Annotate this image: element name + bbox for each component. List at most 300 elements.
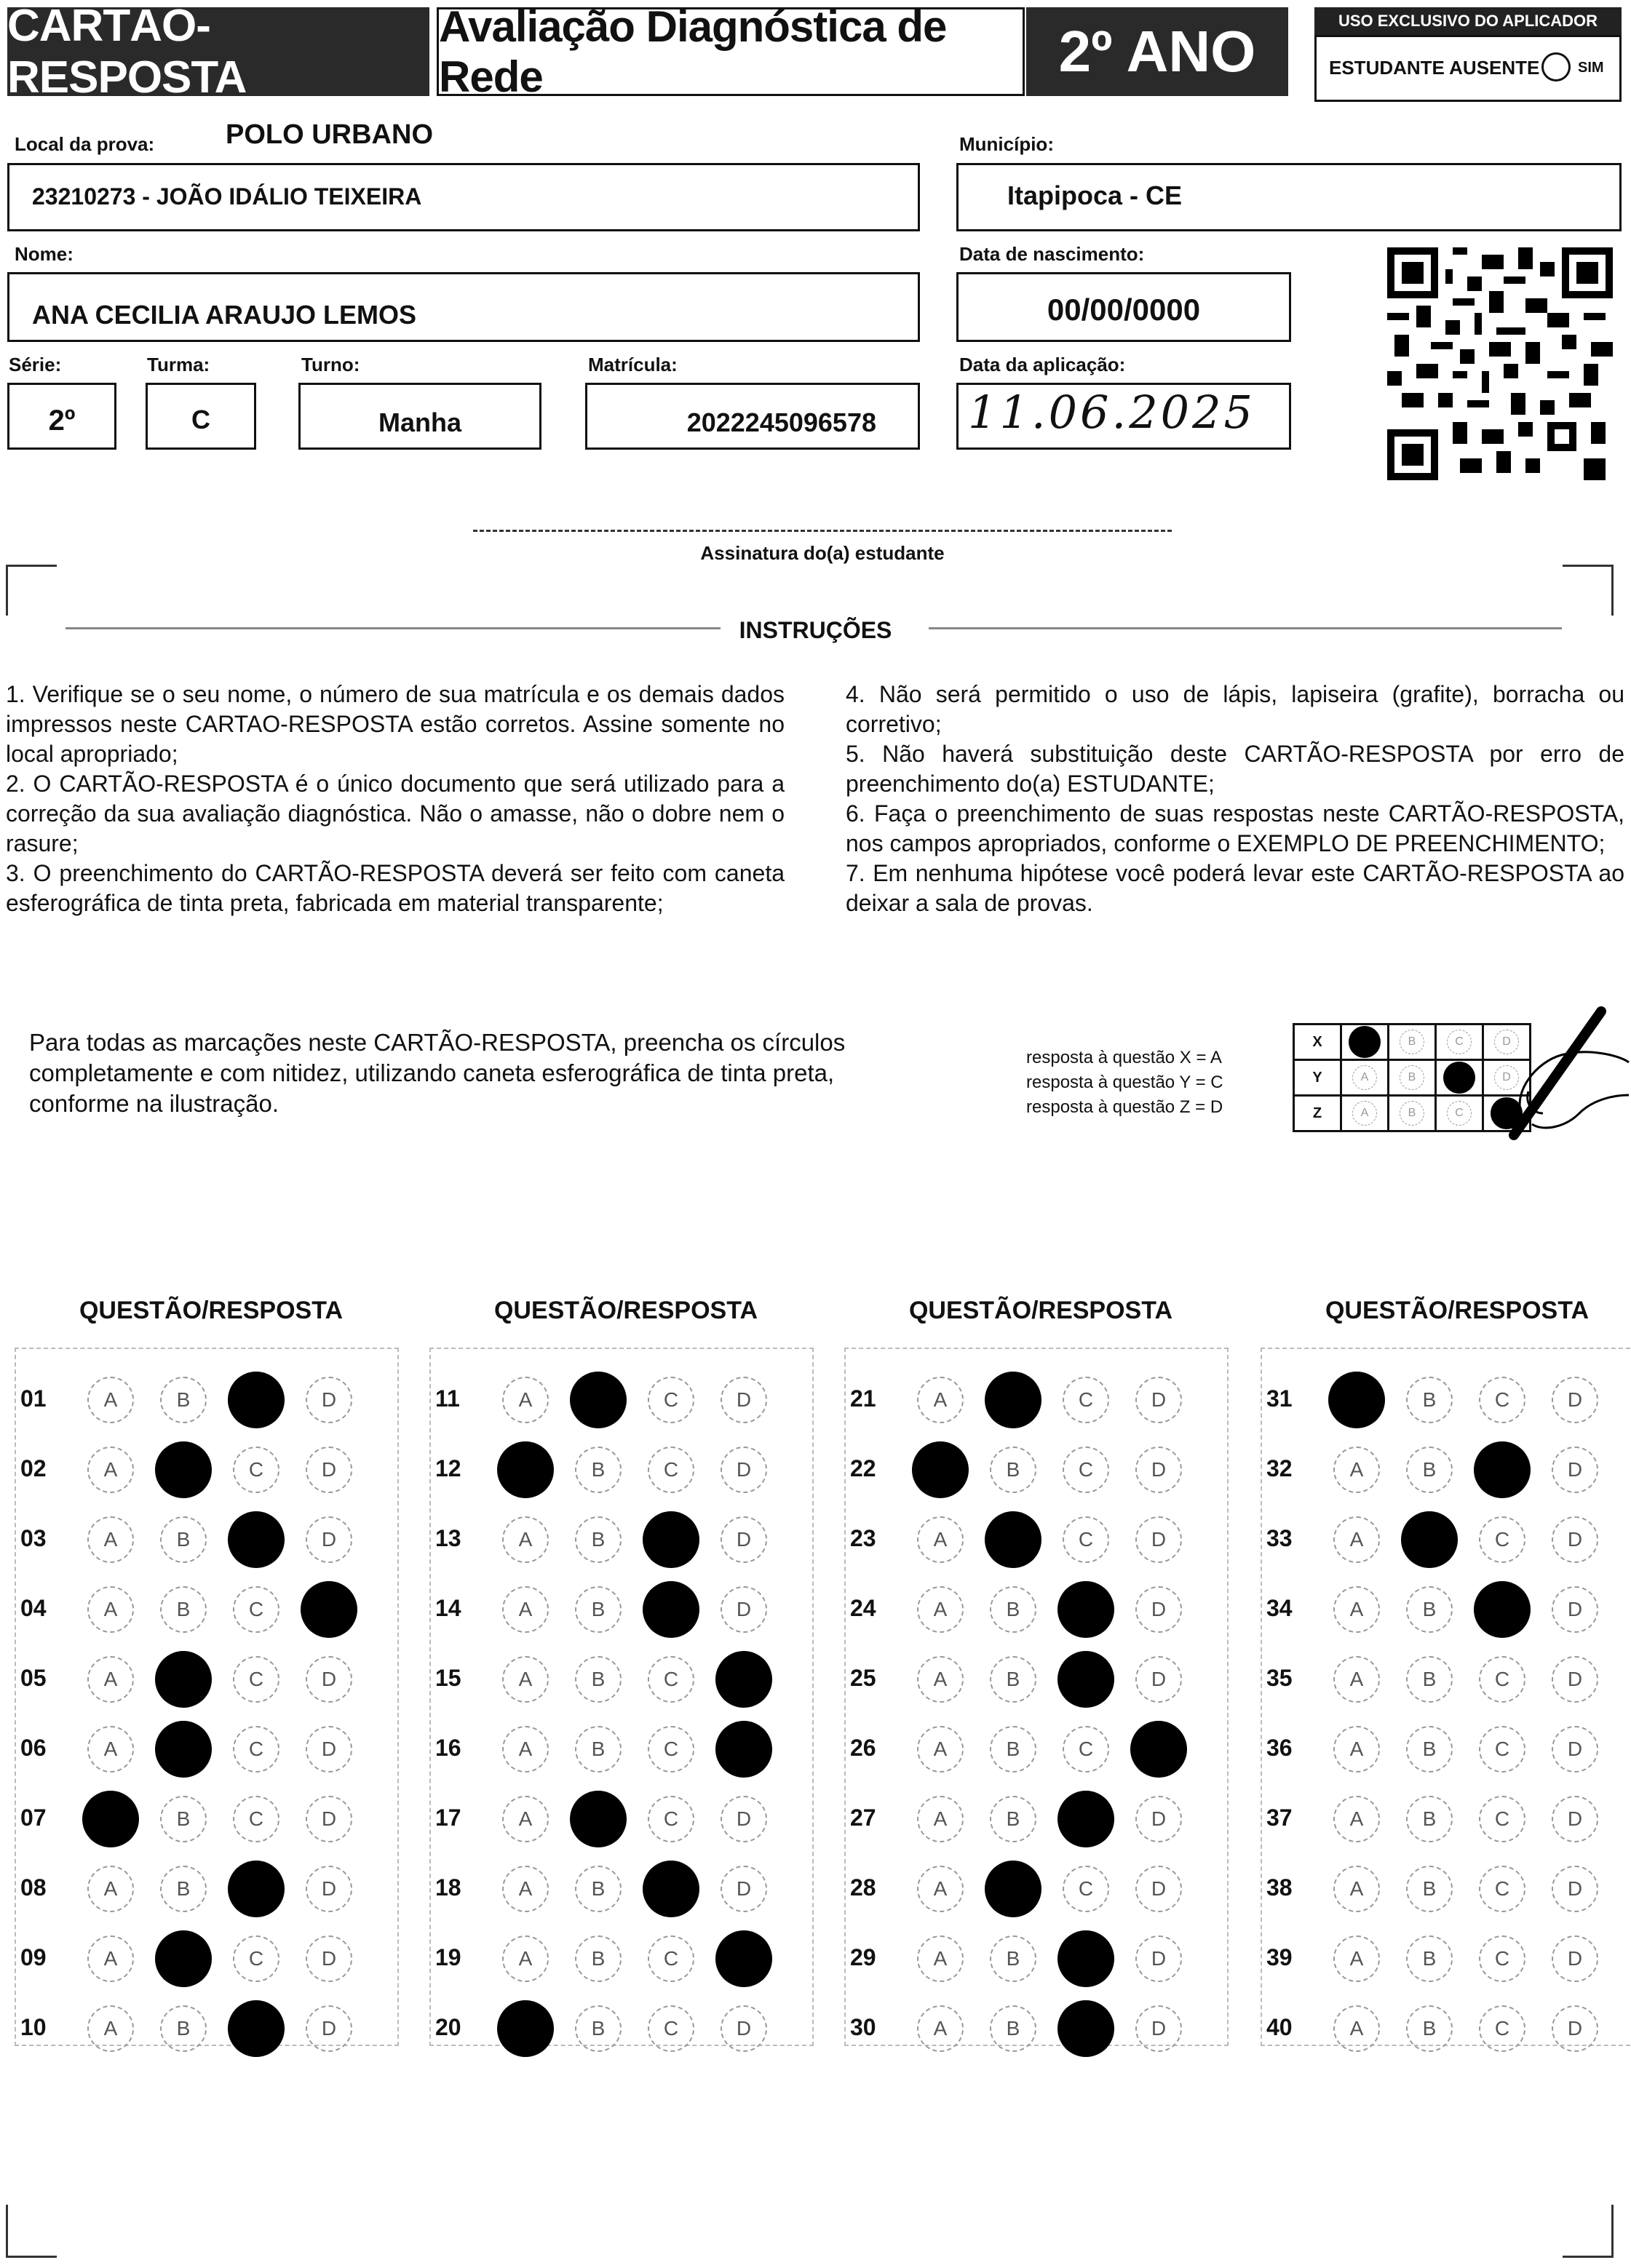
answer-bubble[interactable]: C <box>1479 1656 1525 1703</box>
question-number: 21 <box>850 1385 876 1412</box>
answer-bubble[interactable]: C <box>648 1796 694 1842</box>
answer-bubble[interactable]: C <box>648 1377 694 1423</box>
example-cell <box>1341 1060 1389 1096</box>
question-number: 39 <box>1266 1944 1293 1970</box>
answer-row <box>1266 1441 1631 1499</box>
answer-bubble-filled[interactable]: B <box>985 1511 1041 1568</box>
answer-bubble[interactable]: A <box>502 1726 549 1772</box>
instruction-6: 6. Faça o preenchimento de suas respostas neste CARTÃO-RESPOSTA, nos campos apropriados, conforme o EXEMPLO DE PREENCHIMENTO; <box>846 800 1624 856</box>
example-bubble-filled: C <box>1443 1062 1475 1094</box>
answer-bubble[interactable]: B <box>990 1447 1036 1493</box>
question-number: 27 <box>850 1805 876 1831</box>
answer-bubble[interactable]: C <box>233 1586 279 1633</box>
question-number: 38 <box>1266 1874 1293 1901</box>
example-bubble-filled: A <box>1349 1026 1381 1058</box>
answer-row <box>435 1441 808 1499</box>
question-number: 30 <box>850 2014 876 2040</box>
answer-bubble[interactable]: B <box>990 1656 1036 1703</box>
answer-bubble[interactable]: A <box>87 2005 134 2052</box>
answer-bubble[interactable]: D <box>1552 1726 1598 1772</box>
answer-bubble[interactable]: B <box>990 1796 1036 1842</box>
question-number: 26 <box>850 1735 876 1761</box>
turma-value: C <box>191 405 210 434</box>
answer-bubble[interactable]: D <box>306 2005 352 2052</box>
question-number: 33 <box>1266 1525 1293 1551</box>
answer-bubble[interactable]: C <box>1063 1866 1109 1912</box>
answer-bubble[interactable]: D <box>306 1796 352 1842</box>
answer-bubble[interactable]: B <box>160 1586 207 1633</box>
answer-bubble[interactable]: C <box>233 1796 279 1842</box>
answer-bubble-filled[interactable]: B <box>985 1861 1041 1917</box>
answer-bubble[interactable]: D <box>1135 1586 1182 1633</box>
answer-bubble-filled[interactable]: B <box>155 1930 212 1987</box>
turno-value: Manha <box>378 407 461 437</box>
answer-bubble[interactable]: A <box>917 1656 964 1703</box>
answer-bubble[interactable]: C <box>648 2005 694 2052</box>
answer-bubble-filled[interactable]: C <box>228 1861 285 1917</box>
question-number: 08 <box>20 1874 47 1901</box>
answer-bubble-filled[interactable]: B <box>155 1721 212 1778</box>
answer-bubble[interactable]: A <box>917 2005 964 2052</box>
answer-bubble[interactable]: B <box>575 1866 622 1912</box>
question-number: 04 <box>20 1595 47 1621</box>
answer-bubble[interactable]: A <box>917 1935 964 1982</box>
answer-row <box>1266 2000 1631 2058</box>
instruction-1: 1. Verifique se o seu nome, o número de sua matrícula e os demais dados impressos neste CARTAO-RESPOSTA estão corretos. Assine somente no local apropriado; <box>6 681 785 767</box>
answer-bubble[interactable]: A <box>502 1656 549 1703</box>
answer-bubble[interactable]: A <box>502 1516 549 1563</box>
answer-bubble[interactable]: A <box>87 1935 134 1982</box>
answer-bubble[interactable]: D <box>1552 1866 1598 1912</box>
answer-row <box>850 1441 1223 1499</box>
answer-bubble[interactable]: B <box>1406 1866 1453 1912</box>
instruction-4: 4. Não será permitido o uso de lápis, lapiseira (grafite), borracha ou corretivo; <box>846 681 1624 737</box>
corner-mark-bottom-left <box>6 2205 8 2256</box>
answer-bubble[interactable]: A <box>87 1726 134 1772</box>
answer-row <box>435 1371 808 1429</box>
answer-bubble-filled[interactable]: B <box>1401 1511 1458 1568</box>
answer-bubble[interactable]: A <box>1333 1935 1380 1982</box>
signature-line[interactable] <box>473 530 1172 532</box>
answer-bubble[interactable]: A <box>502 1586 549 1633</box>
answer-row <box>20 1580 393 1639</box>
question-number: 23 <box>850 1525 876 1551</box>
answer-bubble[interactable]: D <box>721 1516 767 1563</box>
question-number: 20 <box>435 2014 461 2040</box>
absent-student-sim: SIM <box>1578 60 1604 76</box>
answer-row <box>850 1580 1223 1639</box>
answer-bubble[interactable]: B <box>160 1516 207 1563</box>
answer-bubble[interactable]: B <box>1406 1796 1453 1842</box>
answer-bubble-filled[interactable]: B <box>985 1372 1041 1428</box>
question-number: 10 <box>20 2014 47 2040</box>
corner-mark-top-right-h <box>1563 565 1614 567</box>
corner-mark-bottom-right-h <box>1563 2256 1614 2258</box>
answer-row <box>20 1790 393 1848</box>
answer-bubble-filled[interactable]: C <box>1474 1441 1531 1498</box>
answer-bubble-filled[interactable]: A <box>497 2000 554 2057</box>
signature-label: Assinatura do(a) estudante <box>700 542 945 564</box>
answer-bubble[interactable]: A <box>87 1656 134 1703</box>
answer-row <box>1266 1720 1631 1778</box>
matricula-value: 2022245096578 <box>686 407 876 437</box>
answer-bubble[interactable]: D <box>306 1935 352 1982</box>
question-number: 17 <box>435 1805 461 1831</box>
answer-bubble[interactable]: D <box>306 1866 352 1912</box>
question-number: 14 <box>435 1595 461 1621</box>
answer-bubble[interactable]: A <box>87 1447 134 1493</box>
instruction-7: 7. Em nenhuma hipótese você poderá levar este CARTÃO-RESPOSTA ao deixar a sala de provas. <box>846 860 1624 916</box>
answer-bubble[interactable]: B <box>575 1935 622 1982</box>
example-cell <box>1436 1024 1483 1060</box>
answer-column-header: QUESTÃO/RESPOSTA <box>79 1297 344 1324</box>
example-bubble-filled: D <box>1491 1097 1523 1129</box>
answer-bubble-filled[interactable]: C <box>228 2000 285 2057</box>
answer-bubble[interactable]: B <box>160 2005 207 2052</box>
question-number: 31 <box>1266 1385 1293 1412</box>
turma-label: Turma: <box>147 354 210 375</box>
question-number: 12 <box>435 1455 461 1481</box>
answer-row <box>435 1930 808 1988</box>
answer-bubble[interactable]: D <box>1552 1516 1598 1563</box>
answer-row <box>850 1790 1223 1848</box>
example-text: Para todas as marcações neste CARTÃO-RESPOSTA, preencha os círculos completamente e com nitidez, utilizando caneta esferográfica de tinta preta, conforme na ilustração. <box>29 1029 846 1117</box>
answer-row <box>20 1441 393 1499</box>
answer-bubble[interactable]: D <box>306 1726 352 1772</box>
question-number: 02 <box>20 1455 47 1481</box>
answer-bubble[interactable]: D <box>1552 1935 1598 1982</box>
question-number: 35 <box>1266 1665 1293 1691</box>
answer-bubble[interactable]: A <box>917 1866 964 1912</box>
answer-bubble-filled[interactable]: D <box>715 1721 772 1778</box>
example-cell <box>1341 1096 1389 1131</box>
nascimento-label: Data de nascimento: <box>959 243 1145 265</box>
answer-bubble[interactable]: D <box>306 1447 352 1493</box>
answer-row <box>850 1720 1223 1778</box>
answer-bubble[interactable]: B <box>160 1796 207 1842</box>
answer-bubble[interactable]: B <box>575 1516 622 1563</box>
question-number: 09 <box>20 1944 47 1970</box>
answer-bubble[interactable]: B <box>575 1447 622 1493</box>
answer-row <box>435 1650 808 1708</box>
instruction-5: 5. Não haverá substituição deste CARTÃO-RESPOSTA por erro de preenchimento do(a) ESTUDANTE; <box>846 741 1624 797</box>
answer-bubble-filled[interactable]: B <box>570 1791 627 1847</box>
answer-bubble-filled[interactable]: C <box>643 1581 699 1638</box>
nascimento-value: 00/00/0000 <box>1047 293 1201 327</box>
question-number: 13 <box>435 1525 461 1551</box>
answer-bubble[interactable]: B <box>1406 1586 1453 1633</box>
example-cell <box>1436 1096 1483 1131</box>
answer-bubble[interactable]: B <box>1406 1935 1453 1982</box>
answer-bubble[interactable]: C <box>648 1656 694 1703</box>
answer-bubble-filled[interactable]: B <box>155 1651 212 1708</box>
question-number: 03 <box>20 1525 47 1551</box>
answer-bubble[interactable]: D <box>306 1656 352 1703</box>
example-bubble: A <box>1352 1101 1377 1126</box>
example-cell <box>1436 1060 1483 1096</box>
question-number: 11 <box>435 1385 460 1412</box>
answer-bubble[interactable]: C <box>233 1656 279 1703</box>
answer-bubble[interactable]: A <box>1333 1866 1380 1912</box>
question-number: 29 <box>850 1944 876 1970</box>
question-number: 16 <box>435 1735 461 1761</box>
answer-bubble[interactable]: A <box>917 1516 964 1563</box>
question-number: 32 <box>1266 1455 1293 1481</box>
example-row-label: X <box>1294 1024 1341 1060</box>
answer-bubble[interactable]: A <box>87 1516 134 1563</box>
corner-mark-top-right <box>1611 565 1614 616</box>
answer-bubble[interactable]: B <box>160 1377 207 1423</box>
answer-bubble[interactable]: C <box>1479 1726 1525 1772</box>
answer-bubble[interactable]: D <box>1135 1866 1182 1912</box>
serie-value: 2º <box>48 405 76 437</box>
answer-bubble[interactable]: B <box>1406 2005 1453 2052</box>
answer-bubble[interactable]: C <box>1479 2005 1525 2052</box>
answer-row <box>1266 1860 1631 1918</box>
question-number: 06 <box>20 1735 47 1761</box>
example-bubble: D <box>1494 1065 1519 1090</box>
answer-bubble-filled[interactable]: C <box>1057 2000 1114 2057</box>
corner-mark-bottom-left-h <box>6 2256 57 2258</box>
nome-value: ANA CECILIA ARAUJO LEMOS <box>32 300 417 330</box>
answer-bubble-filled[interactable]: A <box>912 1441 969 1498</box>
answer-bubble[interactable]: A <box>917 1726 964 1772</box>
question-number: 07 <box>20 1805 47 1831</box>
answer-bubble-filled[interactable]: C <box>1057 1651 1114 1708</box>
answer-bubble[interactable]: C <box>648 1447 694 1493</box>
answer-bubble[interactable]: C <box>1479 1796 1525 1842</box>
answer-column-header: QUESTÃO/RESPOSTA <box>908 1297 1173 1324</box>
answer-row <box>435 1860 808 1918</box>
answer-bubble[interactable]: A <box>1333 1726 1380 1772</box>
answer-bubble[interactable]: D <box>1135 1516 1182 1563</box>
answer-bubble[interactable]: D <box>1552 1656 1598 1703</box>
answer-row <box>20 1860 393 1918</box>
answer-bubble[interactable]: A <box>917 1586 964 1633</box>
corner-mark-bottom-right <box>1611 2205 1614 2256</box>
answer-bubble[interactable]: A <box>1333 1656 1380 1703</box>
polo-value: POLO URBANO <box>226 119 433 150</box>
answer-bubble-filled[interactable]: A <box>497 1441 554 1498</box>
answer-row <box>1266 1650 1631 1708</box>
answer-bubble-filled[interactable]: C <box>1057 1791 1114 1847</box>
answer-bubble[interactable]: C <box>233 1726 279 1772</box>
answer-bubble[interactable]: B <box>990 1726 1036 1772</box>
answer-bubble[interactable]: A <box>1333 1516 1380 1563</box>
answer-bubble[interactable]: B <box>575 1656 622 1703</box>
question-number: 01 <box>20 1385 47 1412</box>
answer-bubble[interactable]: B <box>1406 1656 1453 1703</box>
question-number: 22 <box>850 1455 876 1481</box>
answer-bubble[interactable]: D <box>1552 1796 1598 1842</box>
answer-row <box>850 1371 1223 1429</box>
answer-bubble[interactable]: D <box>1135 1796 1182 1842</box>
answer-row <box>850 1650 1223 1708</box>
question-number: 15 <box>435 1665 461 1691</box>
answer-bubble[interactable]: A <box>1333 1447 1380 1493</box>
answer-bubble[interactable]: C <box>233 1935 279 1982</box>
answer-bubble[interactable]: D <box>1135 1935 1182 1982</box>
answer-row <box>435 2000 808 2058</box>
example-caption-y: resposta à questão Y = C <box>1026 1073 1223 1092</box>
absent-student-label: ESTUDANTE AUSENTE <box>1329 57 1540 79</box>
answer-bubble-filled[interactable]: A <box>82 1791 139 1847</box>
turno-label: Turno: <box>301 354 360 375</box>
answer-row <box>20 1511 393 1569</box>
answer-bubble[interactable]: A <box>87 1866 134 1912</box>
serie-label: Série: <box>9 354 62 375</box>
example-row-label: Z <box>1294 1096 1341 1131</box>
question-number: 19 <box>435 1944 461 1970</box>
answer-bubble-filled[interactable]: D <box>715 1930 772 1987</box>
municipio-value: Itapipoca - CE <box>1007 180 1183 210</box>
answer-bubble[interactable]: C <box>1479 1516 1525 1563</box>
answer-bubble[interactable]: D <box>721 1447 767 1493</box>
example-bubble: C <box>1447 1101 1472 1126</box>
answer-bubble[interactable]: C <box>1063 1726 1109 1772</box>
answer-bubble[interactable]: A <box>502 1796 549 1842</box>
instructions-rule-right <box>929 627 1562 629</box>
answer-bubble[interactable]: D <box>1135 1447 1182 1493</box>
answer-bubble[interactable]: C <box>1479 1377 1525 1423</box>
answer-bubble-filled[interactable]: B <box>570 1372 627 1428</box>
answer-bubble-filled[interactable]: C <box>643 1511 699 1568</box>
grade-badge: 2º ANO <box>1026 7 1288 96</box>
answer-bubble-filled[interactable]: C <box>228 1372 285 1428</box>
answer-bubble-filled[interactable]: D <box>1130 1721 1187 1778</box>
example-cell <box>1389 1060 1436 1096</box>
answer-row <box>20 1650 393 1708</box>
answer-bubble[interactable]: A <box>502 1377 549 1423</box>
answer-bubble[interactable]: C <box>1479 1935 1525 1982</box>
question-number: 24 <box>850 1595 876 1621</box>
answer-row <box>435 1511 808 1569</box>
answer-bubble[interactable]: A <box>1333 1586 1380 1633</box>
example-caption-x: resposta à questão X = A <box>1026 1048 1222 1067</box>
answer-bubble[interactable]: D <box>1552 1447 1598 1493</box>
answer-bubble[interactable]: B <box>990 1586 1036 1633</box>
answer-row <box>435 1580 808 1639</box>
answer-bubble[interactable]: D <box>721 1866 767 1912</box>
answer-row <box>1266 1371 1631 1429</box>
answer-row <box>1266 1580 1631 1639</box>
answer-bubble[interactable]: D <box>1135 1656 1182 1703</box>
instructions-right <box>846 680 1624 918</box>
qr-code-icon <box>1387 247 1613 480</box>
example-cell <box>1341 1024 1389 1060</box>
answer-bubble[interactable]: A <box>502 1866 549 1912</box>
answer-bubble-filled[interactable]: D <box>301 1581 357 1638</box>
question-number: 05 <box>20 1665 47 1691</box>
answer-bubble[interactable]: C <box>648 1726 694 1772</box>
answer-row <box>1266 1930 1631 1988</box>
answer-bubble[interactable]: A <box>502 1935 549 1982</box>
answer-bubble[interactable]: A <box>87 1586 134 1633</box>
answer-bubble[interactable]: B <box>575 1726 622 1772</box>
answer-bubble[interactable]: C <box>1479 1866 1525 1912</box>
answer-row <box>20 1930 393 1988</box>
instructions-left <box>6 680 785 918</box>
answer-bubble[interactable]: D <box>1135 1377 1182 1423</box>
answer-bubble[interactable]: D <box>1552 1586 1598 1633</box>
pen-hand-icon <box>1492 1004 1630 1150</box>
answer-bubble-filled[interactable]: B <box>155 1441 212 1498</box>
example-cell <box>1389 1096 1436 1131</box>
answer-column-header: QUESTÃO/RESPOSTA <box>493 1297 758 1324</box>
answer-bubble[interactable]: D <box>721 1377 767 1423</box>
answer-bubble[interactable]: D <box>721 2005 767 2052</box>
example-bubble: B <box>1400 1101 1424 1126</box>
answer-bubble[interactable]: B <box>1406 1726 1453 1772</box>
question-number: 18 <box>435 1874 461 1901</box>
answer-bubble[interactable]: B <box>1406 1377 1453 1423</box>
answer-bubble[interactable]: B <box>160 1866 207 1912</box>
answer-bubble[interactable]: A <box>1333 2005 1380 2052</box>
corner-mark-top-left <box>6 565 8 616</box>
answer-bubble[interactable]: D <box>306 1516 352 1563</box>
answer-bubble[interactable]: C <box>1063 1377 1109 1423</box>
answer-bubble[interactable]: C <box>1063 1447 1109 1493</box>
answer-bubble[interactable]: A <box>917 1796 964 1842</box>
answer-row <box>850 1511 1223 1569</box>
corner-mark-top-left-h <box>6 565 57 567</box>
example-bubble: B <box>1400 1030 1424 1054</box>
answer-bubble-filled[interactable]: C <box>228 1511 285 1568</box>
answer-bubble[interactable]: B <box>575 2005 622 2052</box>
answer-bubble[interactable]: D <box>721 1796 767 1842</box>
answer-bubble[interactable]: A <box>1333 1796 1380 1842</box>
answer-row <box>850 1860 1223 1918</box>
answer-bubble[interactable]: B <box>990 2005 1036 2052</box>
answer-bubble[interactable]: D <box>1135 2005 1182 2052</box>
answer-bubble-filled[interactable]: A <box>1328 1372 1385 1428</box>
answer-column-header: QUESTÃO/RESPOSTA <box>1325 1297 1590 1324</box>
local-label: Local da prova: <box>15 133 155 155</box>
answer-bubble[interactable]: D <box>721 1586 767 1633</box>
example-bubble: D <box>1494 1030 1519 1054</box>
question-number: 36 <box>1266 1735 1293 1761</box>
answer-bubble-filled[interactable]: C <box>1474 1581 1531 1638</box>
answer-bubble[interactable]: D <box>1552 1377 1598 1423</box>
answer-row <box>1266 1790 1631 1848</box>
aplicacao-label: Data da aplicação: <box>959 354 1126 375</box>
answer-bubble[interactable]: B <box>575 1586 622 1633</box>
answer-bubble-filled[interactable]: C <box>643 1861 699 1917</box>
question-number: 34 <box>1266 1595 1293 1621</box>
answer-row <box>20 1371 393 1429</box>
question-number: 40 <box>1266 2014 1293 2040</box>
answer-bubble[interactable]: C <box>648 1935 694 1982</box>
answer-row <box>435 1790 808 1848</box>
answer-bubble-filled[interactable]: D <box>715 1651 772 1708</box>
answer-bubble[interactable]: C <box>1063 1516 1109 1563</box>
answer-bubble[interactable]: C <box>233 1447 279 1493</box>
answer-bubble-filled[interactable]: C <box>1057 1930 1114 1987</box>
answer-bubble[interactable]: A <box>87 1377 134 1423</box>
absent-student-bubble[interactable] <box>1541 52 1571 81</box>
answer-bubble[interactable]: D <box>1552 2005 1598 2052</box>
answer-bubble[interactable]: D <box>306 1377 352 1423</box>
card-title: CARTÃO-RESPOSTA <box>7 7 429 96</box>
answer-bubble[interactable]: B <box>990 1935 1036 1982</box>
example-bubble: C <box>1447 1030 1472 1054</box>
answer-bubble[interactable]: B <box>1406 1447 1453 1493</box>
answer-bubble-filled[interactable]: C <box>1057 1581 1114 1638</box>
answer-row <box>20 1720 393 1778</box>
answer-bubble[interactable]: A <box>917 1377 964 1423</box>
matricula-label: Matrícula: <box>588 354 678 375</box>
evaluation-title: Avaliação Diagnóstica de Rede <box>437 7 1025 96</box>
